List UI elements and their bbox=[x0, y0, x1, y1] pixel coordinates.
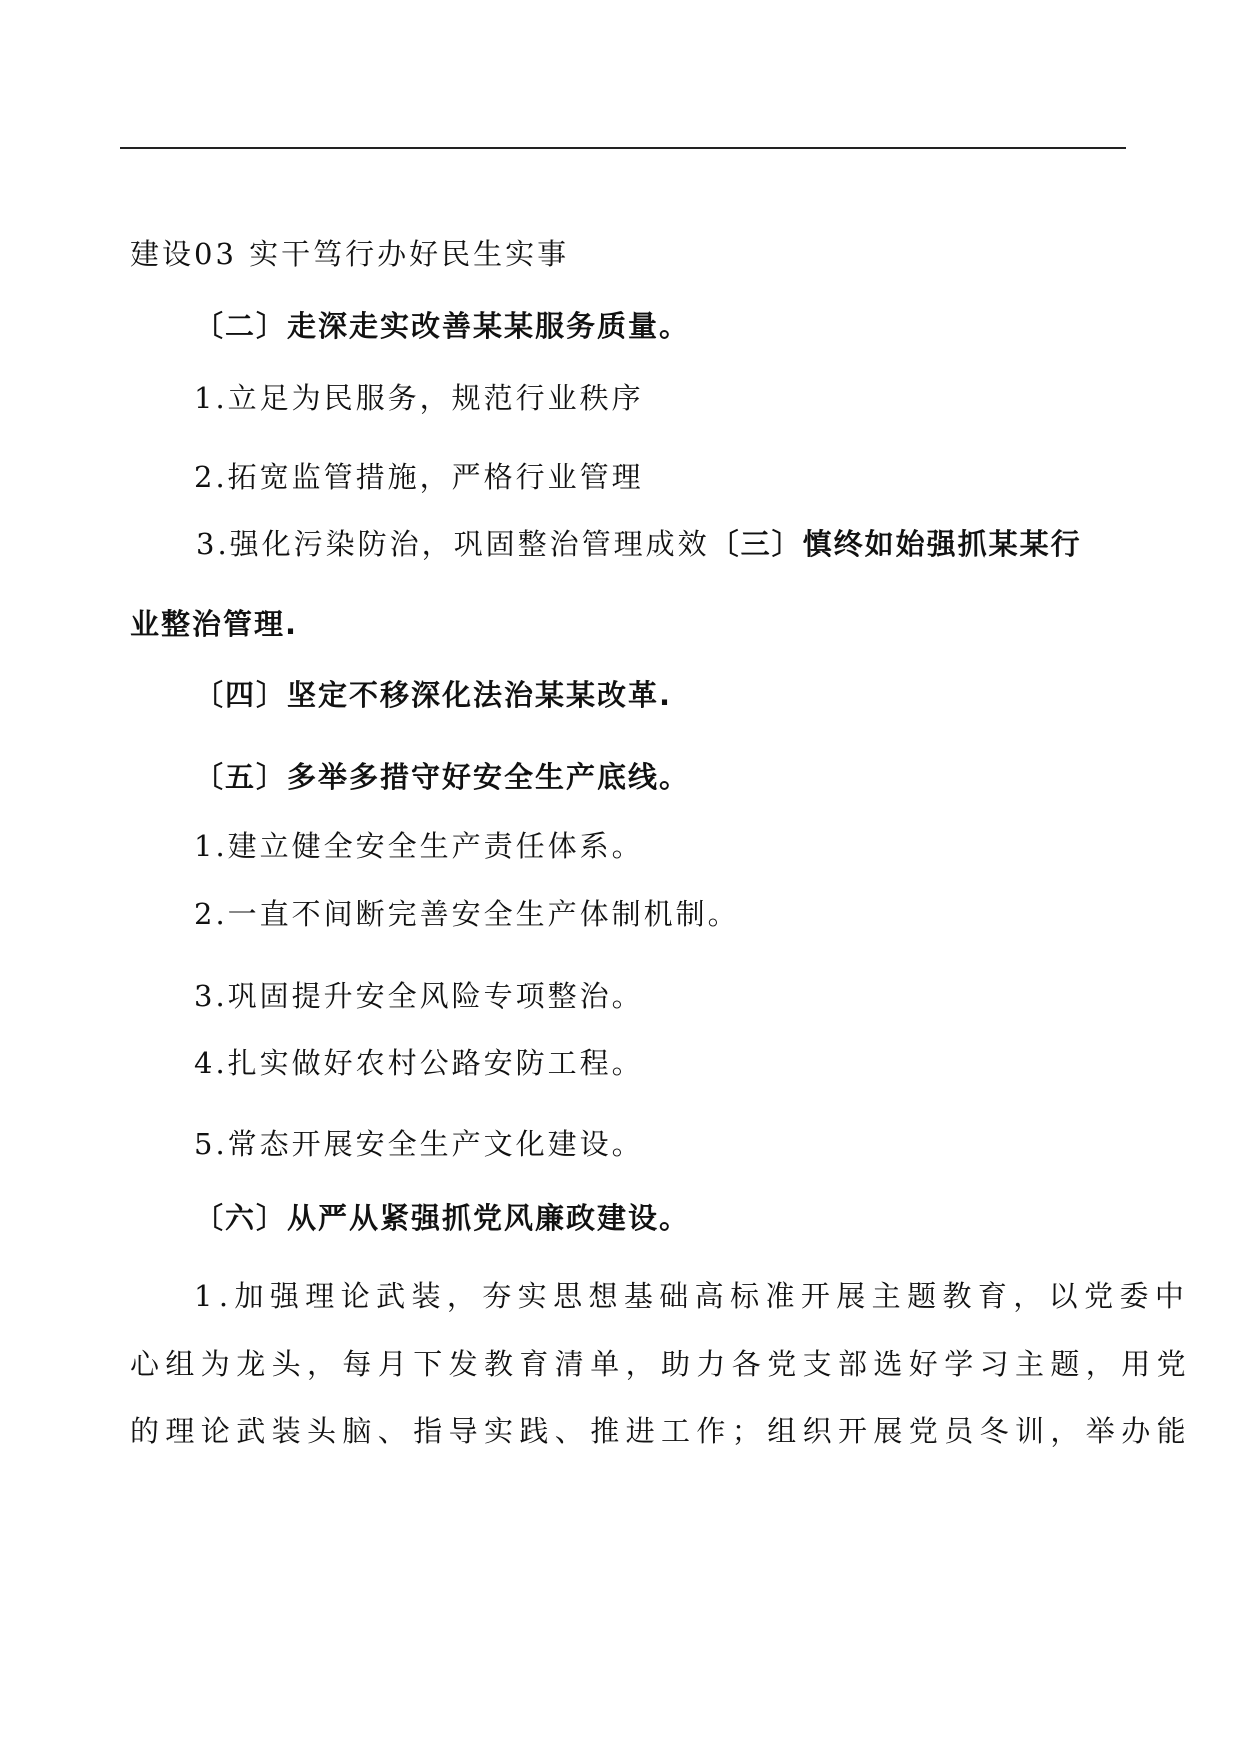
section-title: 建设03 实干笃行办好民生实事 bbox=[130, 237, 570, 271]
paragraph-6-line-3: 的理论武装头脑、指导实践、推进工作；组织开展党员冬训，举办能 bbox=[130, 1414, 1193, 1448]
paragraph-6-line-1: 1.加强理论武装，夯实思想基础高标准开展主题教育，以党委中 bbox=[194, 1279, 1191, 1313]
paragraph-6-line-2: 心组为龙头，每月下发教育清单，助力各党支部选好学习主题，用党 bbox=[130, 1347, 1193, 1381]
header-rule bbox=[120, 147, 1126, 149]
item-5-3: 3.巩固提升安全风险专项整治。 bbox=[194, 979, 644, 1013]
heading-5: 〔五〕多举多措守好安全生产底线。 bbox=[194, 760, 691, 794]
item-5-4: 4.扎实做好农村公路安防工程。 bbox=[194, 1046, 644, 1080]
heading-3-part2: 业整治管理. bbox=[130, 607, 299, 641]
heading-6: 〔六〕从严从紧强抓党风廉政建设。 bbox=[194, 1201, 691, 1235]
item-2-2: 2.拓宽监管措施，严格行业管理 bbox=[194, 460, 644, 494]
item-5-2: 2.一直不间断完善安全生产体制机制。 bbox=[194, 897, 740, 931]
heading-2: 〔二〕走深走实改善某某服务质量。 bbox=[194, 309, 691, 343]
item-5-5: 5.常态开展安全生产文化建设。 bbox=[194, 1127, 644, 1161]
heading-3-part1: 〔三〕慎终如始强抓某某行 bbox=[709, 527, 1082, 561]
item-5-1: 1.建立健全安全生产责任体系。 bbox=[194, 829, 644, 863]
item-2-3: 3.强化污染防治，巩固整治管理成效 bbox=[196, 527, 710, 561]
item-2-3-line bbox=[196, 524, 1082, 564]
heading-4: 〔四〕坚定不移深化法治某某改革. bbox=[194, 678, 673, 712]
item-2-1: 1.立足为民服务，规范行业秩序 bbox=[194, 381, 644, 415]
